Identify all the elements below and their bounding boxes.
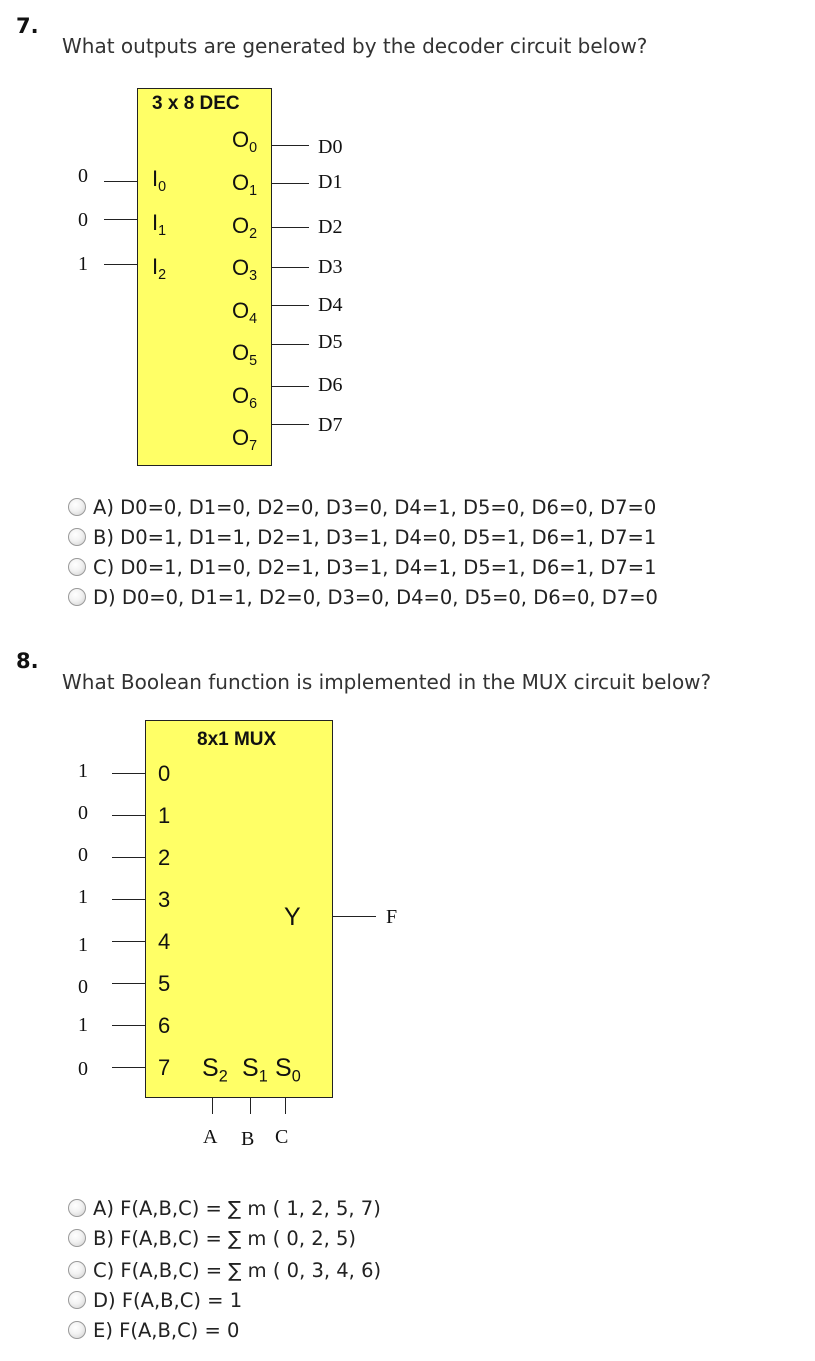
mux-input-wire-0 bbox=[112, 773, 145, 774]
mux-select-wire-c bbox=[285, 1098, 286, 1114]
q7-option-b[interactable] bbox=[68, 522, 656, 552]
q8-option-a[interactable] bbox=[68, 1193, 381, 1223]
q7-option-c[interactable] bbox=[68, 552, 657, 582]
decoder-input-label-0: $I_0$ bbox=[152, 166, 167, 195]
decoder-output-wire-7 bbox=[272, 424, 309, 425]
mux-input-value-6: 1 bbox=[78, 1014, 88, 1036]
decoder-input-value-2: 1 bbox=[78, 253, 88, 275]
mux-input-value-5: 0 bbox=[78, 976, 88, 998]
mux-input-wire-6 bbox=[112, 1025, 145, 1026]
decoder-output-name-7: D7 bbox=[318, 414, 343, 436]
mux-input-label-4: 4 bbox=[158, 929, 171, 954]
decoder-output-wire-0 bbox=[272, 145, 309, 146]
decoder-input-value-0: 0 bbox=[78, 165, 88, 187]
option-label: A) D0=0, D1=0, D2=0, D3=0, D4=1, D5=0, D6=0, D7=0 bbox=[93, 495, 657, 519]
mux-select-label-1: $S_1$ bbox=[242, 1054, 268, 1086]
decoder-output-label-2: $O_2$ bbox=[232, 213, 258, 242]
decoder-output-label-0: $O_0$ bbox=[232, 127, 258, 156]
radio-button[interactable] bbox=[68, 498, 86, 516]
mux-input-wire-4 bbox=[112, 941, 145, 942]
mux-select-label-2: $S_2$ bbox=[202, 1054, 228, 1086]
mux-select-name-a: A bbox=[203, 1126, 218, 1148]
decoder-input-wire-0 bbox=[104, 181, 137, 182]
decoder-output-wire-2 bbox=[272, 227, 309, 228]
mux-input-value-2: 0 bbox=[78, 844, 88, 866]
mux-input-label-1: 1 bbox=[158, 803, 171, 828]
decoder-output-name-1: D1 bbox=[318, 171, 343, 193]
decoder-input-wire-2 bbox=[104, 264, 137, 265]
mux-input-wire-7 bbox=[112, 1067, 145, 1068]
q8-option-e[interactable] bbox=[68, 1315, 239, 1345]
mux-title: 8x1 MUX bbox=[197, 729, 277, 750]
mux-output-label: Y bbox=[284, 903, 301, 931]
radio-button[interactable] bbox=[68, 558, 86, 576]
mux-select-wire-a bbox=[212, 1098, 213, 1114]
mux-input-value-3: 1 bbox=[78, 886, 88, 908]
decoder-title: 3 x 8 DEC bbox=[152, 93, 240, 114]
mux-input-value-7: 0 bbox=[78, 1058, 88, 1080]
mux-output-name: F bbox=[386, 906, 398, 928]
mux-input-value-4: 1 bbox=[78, 934, 88, 956]
radio-button[interactable] bbox=[68, 588, 86, 606]
decoder-input-wire-1 bbox=[104, 219, 137, 220]
decoder-output-wire-4 bbox=[272, 305, 309, 306]
mux-input-wire-2 bbox=[112, 857, 145, 858]
mux-select-label-0: $S_0$ bbox=[275, 1054, 301, 1086]
decoder-output-name-4: D4 bbox=[318, 294, 343, 316]
mux-select-name-c: C bbox=[275, 1126, 289, 1148]
mux-input-label-7: 7 bbox=[158, 1055, 171, 1080]
radio-button[interactable] bbox=[68, 1229, 86, 1247]
mux-output-wire bbox=[333, 916, 376, 917]
option-label: C) D0=1, D1=0, D2=1, D3=1, D4=1, D5=1, D6=1, D7=1 bbox=[93, 555, 657, 579]
question-7-number: 7. bbox=[16, 14, 39, 38]
radio-button[interactable] bbox=[68, 1199, 86, 1217]
question-7-text: What outputs are generated by the decoder circuit below? bbox=[62, 34, 648, 58]
mux-input-label-0: 0 bbox=[158, 761, 171, 786]
radio-button[interactable] bbox=[68, 1321, 86, 1339]
decoder-output-wire-3 bbox=[272, 267, 309, 268]
decoder-output-label-1: $O_1$ bbox=[232, 170, 258, 199]
mux-input-wire-1 bbox=[112, 815, 145, 816]
decoder-output-name-3: D3 bbox=[318, 256, 343, 278]
radio-button[interactable] bbox=[68, 528, 86, 546]
option-label: B) F(A,B,C) = ∑ m ( 0, 2, 5) bbox=[93, 1226, 357, 1250]
q8-option-d[interactable] bbox=[68, 1285, 242, 1315]
option-label: C) F(A,B,C) = ∑ m ( 0, 3, 4, 6) bbox=[93, 1258, 382, 1282]
question-8-text: What Boolean function is implemented in the MUX circuit below? bbox=[62, 670, 712, 694]
mux-input-label-5: 5 bbox=[158, 971, 171, 996]
option-label: A) F(A,B,C) = ∑ m ( 1, 2, 5, 7) bbox=[93, 1196, 381, 1220]
decoder-output-wire-1 bbox=[272, 183, 309, 184]
decoder-output-label-4: $O_4$ bbox=[232, 298, 258, 327]
mux-box bbox=[145, 720, 333, 1098]
mux-input-wire-5 bbox=[112, 983, 145, 984]
decoder-output-label-7: $O_7$ bbox=[232, 425, 258, 454]
decoder-output-label-6: $O_6$ bbox=[232, 383, 258, 412]
option-label: B) D0=1, D1=1, D2=1, D3=1, D4=0, D5=1, D6=1, D7=1 bbox=[93, 525, 657, 549]
decoder-output-name-0: D0 bbox=[318, 136, 343, 158]
q7-option-d[interactable] bbox=[68, 582, 658, 612]
decoder-input-label-1: $I_1$ bbox=[152, 210, 167, 239]
q8-option-b[interactable] bbox=[68, 1223, 356, 1253]
option-label: D) D0=0, D1=1, D2=0, D3=0, D4=0, D5=0, D6=0, D7=0 bbox=[93, 585, 658, 609]
mux-input-label-3: 3 bbox=[158, 887, 171, 912]
decoder-input-value-1: 0 bbox=[78, 209, 88, 231]
decoder-output-name-2: D2 bbox=[318, 216, 343, 238]
mux-select-name-b: B bbox=[241, 1128, 255, 1150]
decoder-input-label-2: $I_2$ bbox=[152, 254, 167, 283]
mux-select-wire-b bbox=[250, 1098, 251, 1114]
decoder-output-name-5: D5 bbox=[318, 331, 343, 353]
q8-option-c[interactable] bbox=[68, 1255, 381, 1285]
question-8-number: 8. bbox=[16, 649, 39, 673]
option-label: D) F(A,B,C) = 1 bbox=[93, 1288, 243, 1312]
mux-input-label-6: 6 bbox=[158, 1013, 171, 1038]
decoder-output-label-3: $O_3$ bbox=[232, 255, 258, 284]
mux-input-value-1: 0 bbox=[78, 802, 88, 824]
mux-input-wire-3 bbox=[112, 899, 145, 900]
decoder-output-wire-6 bbox=[272, 386, 309, 387]
decoder-output-name-6: D6 bbox=[318, 374, 343, 396]
option-label: E) F(A,B,C) = 0 bbox=[93, 1318, 240, 1342]
radio-button[interactable] bbox=[68, 1291, 86, 1309]
decoder-output-wire-5 bbox=[272, 344, 309, 345]
mux-input-label-2: 2 bbox=[158, 845, 171, 870]
mux-input-value-0: 1 bbox=[78, 760, 88, 782]
q7-option-a[interactable] bbox=[68, 492, 656, 522]
decoder-output-label-5: $O_5$ bbox=[232, 340, 258, 369]
radio-button[interactable] bbox=[68, 1261, 86, 1279]
